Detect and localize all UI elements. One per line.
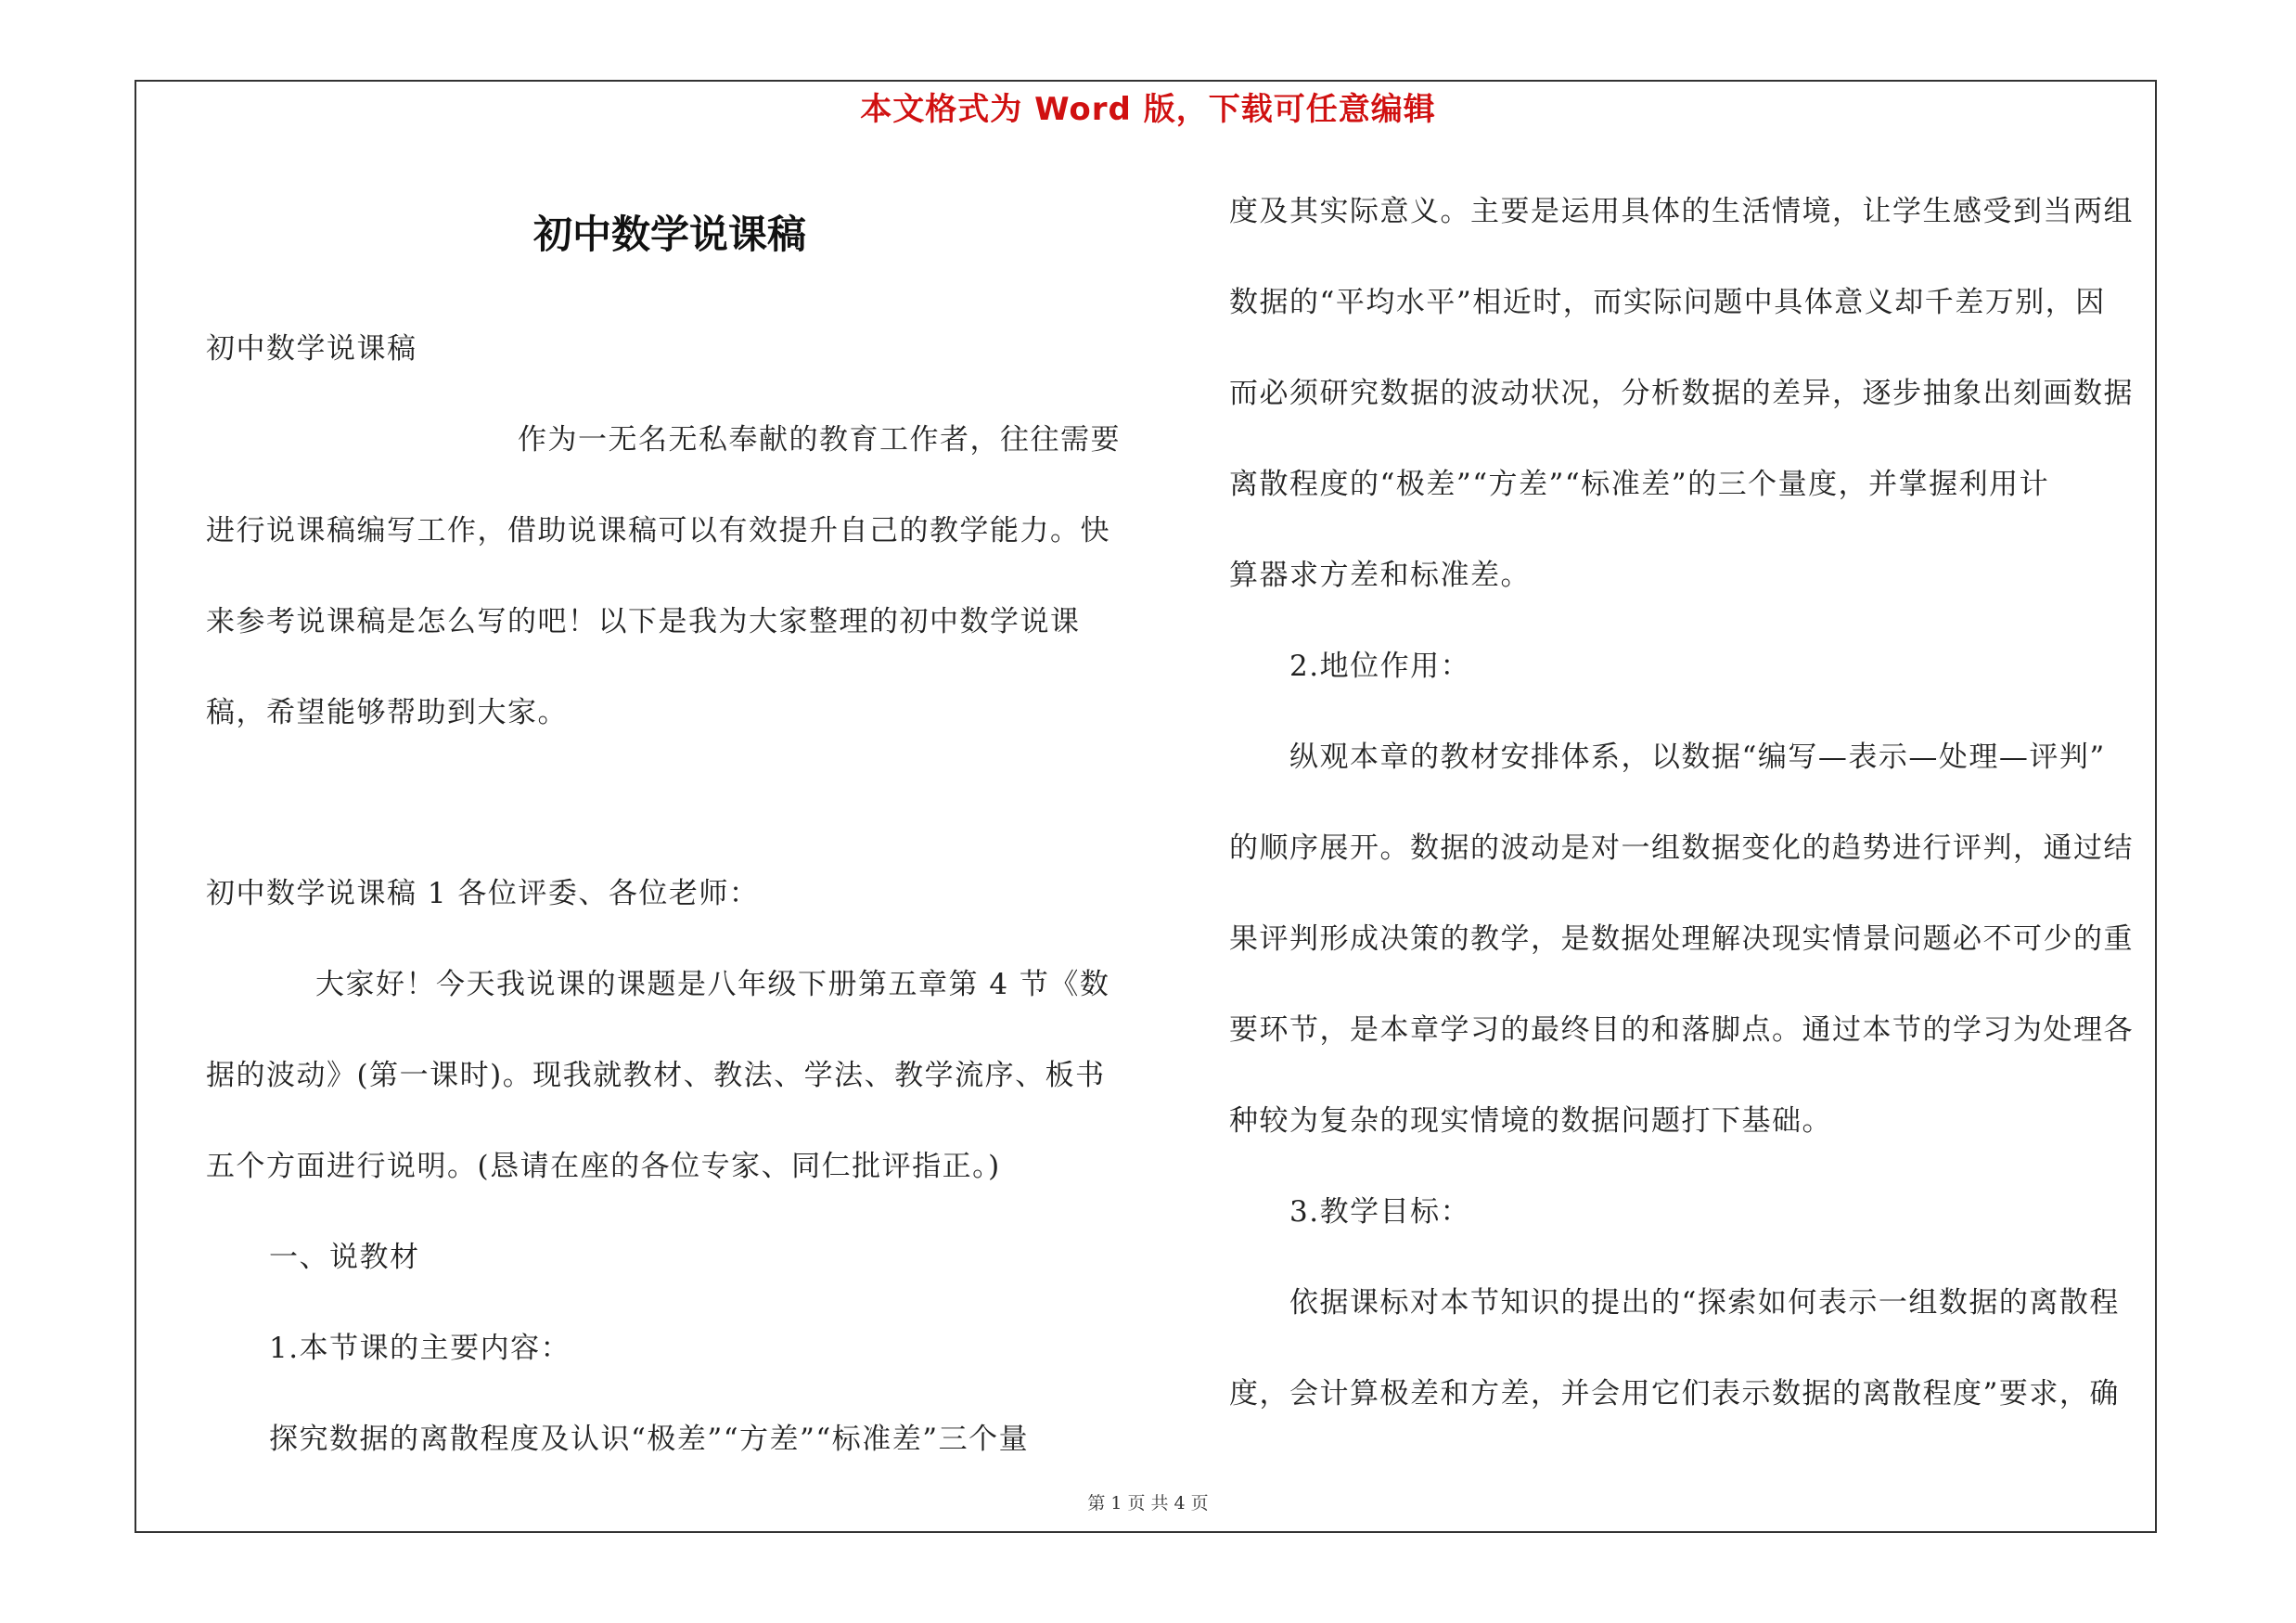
subsection-heading: 2.地位作用：: [1289, 650, 1471, 683]
paragraph-line: 初中数学说课稿: [206, 332, 417, 366]
page-number-footer: 第 1 页 共 4 页: [1087, 1493, 1209, 1514]
document-title: 初中数学说课稿: [532, 212, 806, 257]
paragraph-line: 度及其实际意义。主要是运用具体的生活情境，让学生感受到当两组: [1229, 195, 2134, 228]
paragraph-line: 而必须研究数据的波动状况，分析数据的差异，逐步抽象出刻画数据: [1229, 377, 2134, 410]
paragraph-line: 据的波动》(第一课时)。现我就教材、教法、学法、教学流序、板书: [206, 1059, 1106, 1092]
paragraph-line: 要环节，是本章学习的最终目的和落脚点。通过本节的学习为处理各: [1229, 1013, 2134, 1047]
subsection-heading: 3.教学目标：: [1289, 1195, 1471, 1229]
paragraph-line: 五个方面进行说明。(恳请在座的各位专家、同仁批评指正。): [206, 1150, 1001, 1183]
paragraph-line: 种较为复杂的现实情境的数据问题打下基础。: [1229, 1104, 1832, 1138]
paragraph-line: 稿，希望能够帮助到大家。: [206, 696, 568, 729]
format-banner: 本文格式为 Word 版，下载可任意编辑: [860, 91, 1436, 128]
paragraph-line: 大家好！今天我说课的课题是八年级下册第五章第 4 节《数: [315, 968, 1110, 1001]
paragraph-line: 探究数据的离散程度及认识“极差”“方差”“标准差”三个量: [269, 1423, 1030, 1456]
paragraph-line: 果评判形成决策的教学，是数据处理解决现实情景问题必不可少的重: [1229, 922, 2134, 956]
paragraph-line: 作为一无名无私奉献的教育工作者，往往需要: [518, 423, 1121, 457]
paragraph-line: 离散程度的“极差”“方差”“标准差”的三个量度，并掌握利用计: [1229, 468, 2050, 501]
subsection-heading: 1.本节课的主要内容：: [269, 1332, 571, 1365]
paragraph-line: 来参考说课稿是怎么写的吧！以下是我为大家整理的初中数学说课: [206, 605, 1081, 638]
paragraph-line: 的顺序展开。数据的波动是对一组数据变化的趋势进行评判，通过结: [1229, 831, 2134, 865]
paragraph-line: 数据的“平均水平”相近时，而实际问题中具体意义却千差万别，因: [1229, 286, 2106, 319]
paragraph-line: 初中数学说课稿 1 各位评委、各位老师：: [206, 877, 760, 910]
paragraph-line: 进行说课稿编写工作，借助说课稿可以有效提升自己的教学能力。快: [206, 514, 1110, 547]
paragraph-line: 算器求方差和标准差。: [1229, 559, 1531, 592]
section-heading: 一、说教材: [269, 1241, 420, 1274]
paragraph-line: 依据课标对本节知识的提出的“探索如何表示一组数据的离散程: [1289, 1286, 2120, 1320]
paragraph-line: 度，会计算极差和方差，并会用它们表示数据的离散程度”要求，确: [1229, 1377, 2120, 1410]
paragraph-line: 纵观本章的教材安排体系，以数据“编写—表示—处理—评判”: [1289, 741, 2106, 774]
